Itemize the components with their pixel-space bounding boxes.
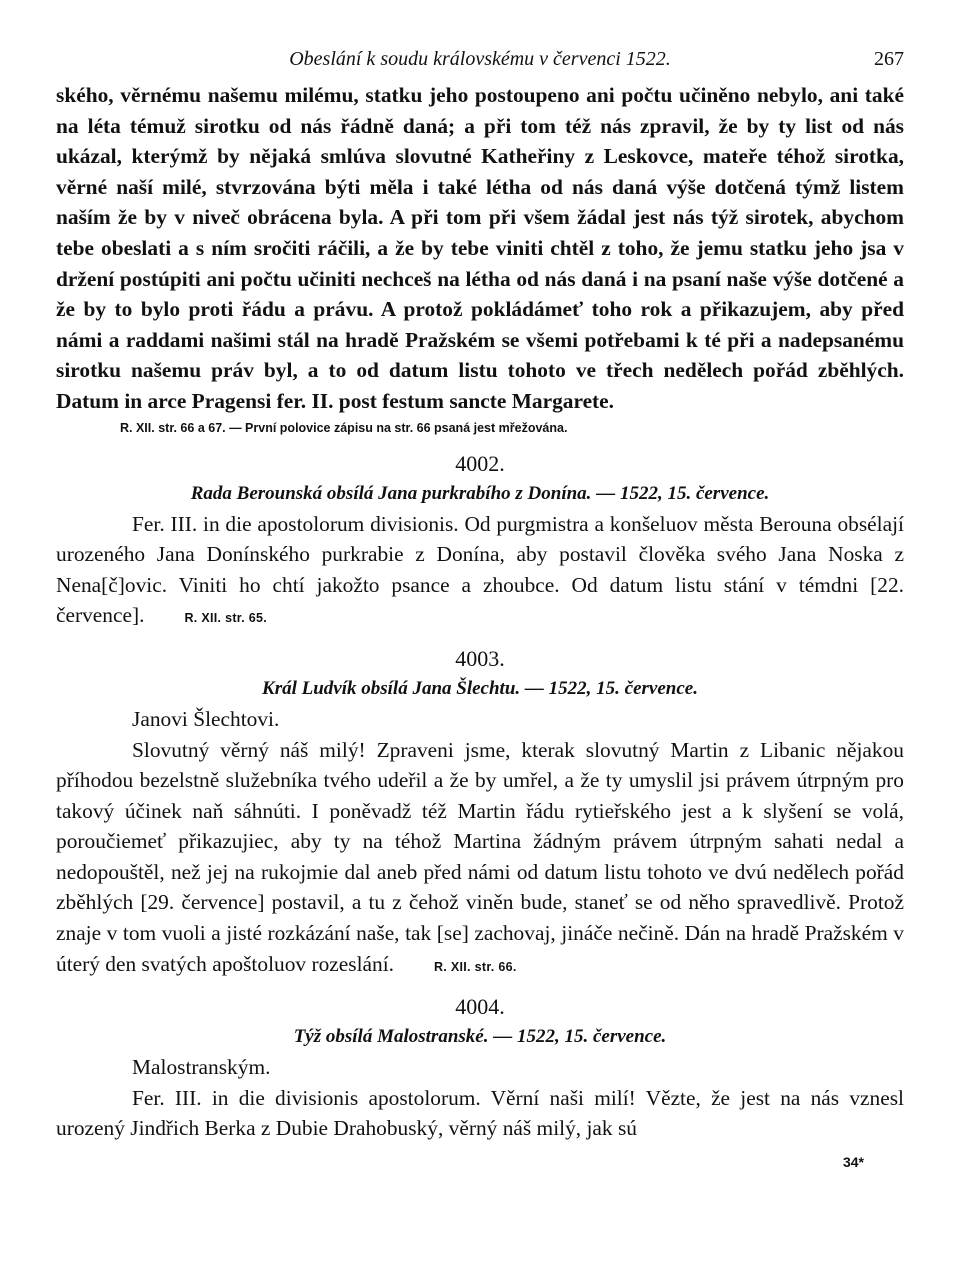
document-heading xyxy=(56,479,904,509)
document-number: 4003. xyxy=(455,645,505,671)
running-title: Obeslání k soudu královskému v červenci 1522. xyxy=(289,48,671,70)
document-heading-title: Král Ludvík obsílá Jana Šlechtu. xyxy=(262,677,521,699)
document-heading-date: — 1522, 15. července. xyxy=(596,482,770,504)
document-number: 4002. xyxy=(455,450,505,476)
document-heading-date: — 1522, 15. července. xyxy=(493,1026,667,1048)
paragraph-text: Fer. III. in die apostolorum divisionis. Od purgmistra a konšeluov města Berouna obsélají urozeného Jana Donínského purkrabie z Donína, aby postavil člověka svého Jana Noska z Nena[č]ovic. Viniti ho chtí jakožto psance a zhoubce. Od datum listu stání v témdni [22. července]. xyxy=(56,511,904,628)
archive-reference: R. XII. str. 66. xyxy=(434,959,517,974)
page-number: 267 xyxy=(874,48,904,70)
document-heading-title: Týž obsílá Malostranské. xyxy=(293,1026,489,1048)
document-paragraph xyxy=(56,735,904,983)
document-number: 4004. xyxy=(455,994,505,1020)
document-paragraph xyxy=(56,509,904,634)
signature-mark: 34* xyxy=(842,1154,864,1171)
document-4002 xyxy=(56,449,904,634)
document-heading-date: — 1522, 15. července. xyxy=(524,677,698,699)
archive-reference: R. XII. str. 65. xyxy=(184,611,268,626)
document-page xyxy=(56,44,904,1174)
continuation-note: R. XII. str. 66 a 67. — První polovice zápisu na str. 66 psaná jest mřežována. xyxy=(120,420,568,435)
document-addressee: Malostranským. xyxy=(132,1055,271,1080)
paragraph-text: Slovutný věrný náš milý! Zpraveni jsme, kterak slovutný Martin z Libanic nějakou příhodou bezelstně služebníka tvého udeřil a že by umřel, a že ty umyslil jsi právem útrpným pro takový účinek naň sáhnúti. I poněvadž též Martin řádu rytieřského jest a k slyšení se volá, poroučiemeť přikazujiec, aby ty na téhož Martina žádným právem útrpným sahati nedal a nedopouštěl, než jej na rukojmie dal aneb před námi od datum listu tohoto ve dvú nedělech pořád zběhlých [29. července] postavil, a tu z čehož viněn bude, staneť se od něho spravedlivě. Protož znaje v tom vuoli a jisté rozkázání naše, tak [se] zachovaj, jináče nečině. Dán na hradě Pražském v úterý den svatých apoštoluov rozeslání. xyxy=(56,737,904,976)
document-heading xyxy=(56,1022,904,1052)
document-addressee: Janovi Šlechtovi. xyxy=(132,706,280,731)
page-header xyxy=(56,44,904,80)
document-heading-title: Rada Berounská obsílá Jana purkrabího z Donína. xyxy=(190,482,592,504)
document-paragraph: Fer. III. in die divisionis apostolorum. Věrní naši milí! Vězte, že jest na nás vznesl urozený Jindřich Berka z Dubie Drahobuský, věrný náš milý, jak sú xyxy=(56,1085,904,1141)
continuation-text: ského, věrnému našemu milému, statku jeho postoupeno ani počtu učiněno nebylo, ani také na léta témuž sirotku od nás řádně daná; a při tom též nás zpravil, že by ty list od nás ukázal, kterýmž by nějaká smlúva slovutné Katheřiny z Leskovce, mateře téhož sirotka, věrné naší milé, stvrzována býti měla i také létha od nás daná výše dotčená týmž listem naším že by v niveč obrácena byla. A při tom při všem žádal jest nás týž sirotek, abychom tebe obeslati a s ním sročiti ráčili, a že by tebe viniti chtěl z toho, že jemu statku jeho jsa v držení postúpiti ani počtu učiniti nechceš na létha od nás daná i na psaní naše výše dotčené a že by to bylo proti řádu a právu. A protož pokládámeť toho rok a přikazujem, aby před námi a raddami našimi stál na hradě Pražském se všemi potřebami k té při a nadepsanému sirotku našemu práv byl, a to od datum listu tohoto ve třech nedělech pořád zběhlých. Datum in arce Pragensi fer. II. post festum sancte Margarete. xyxy=(56,83,904,413)
document-heading xyxy=(56,674,904,704)
document-4004 xyxy=(56,992,904,1144)
document-4003 xyxy=(56,644,904,982)
continuation-section xyxy=(56,80,904,439)
